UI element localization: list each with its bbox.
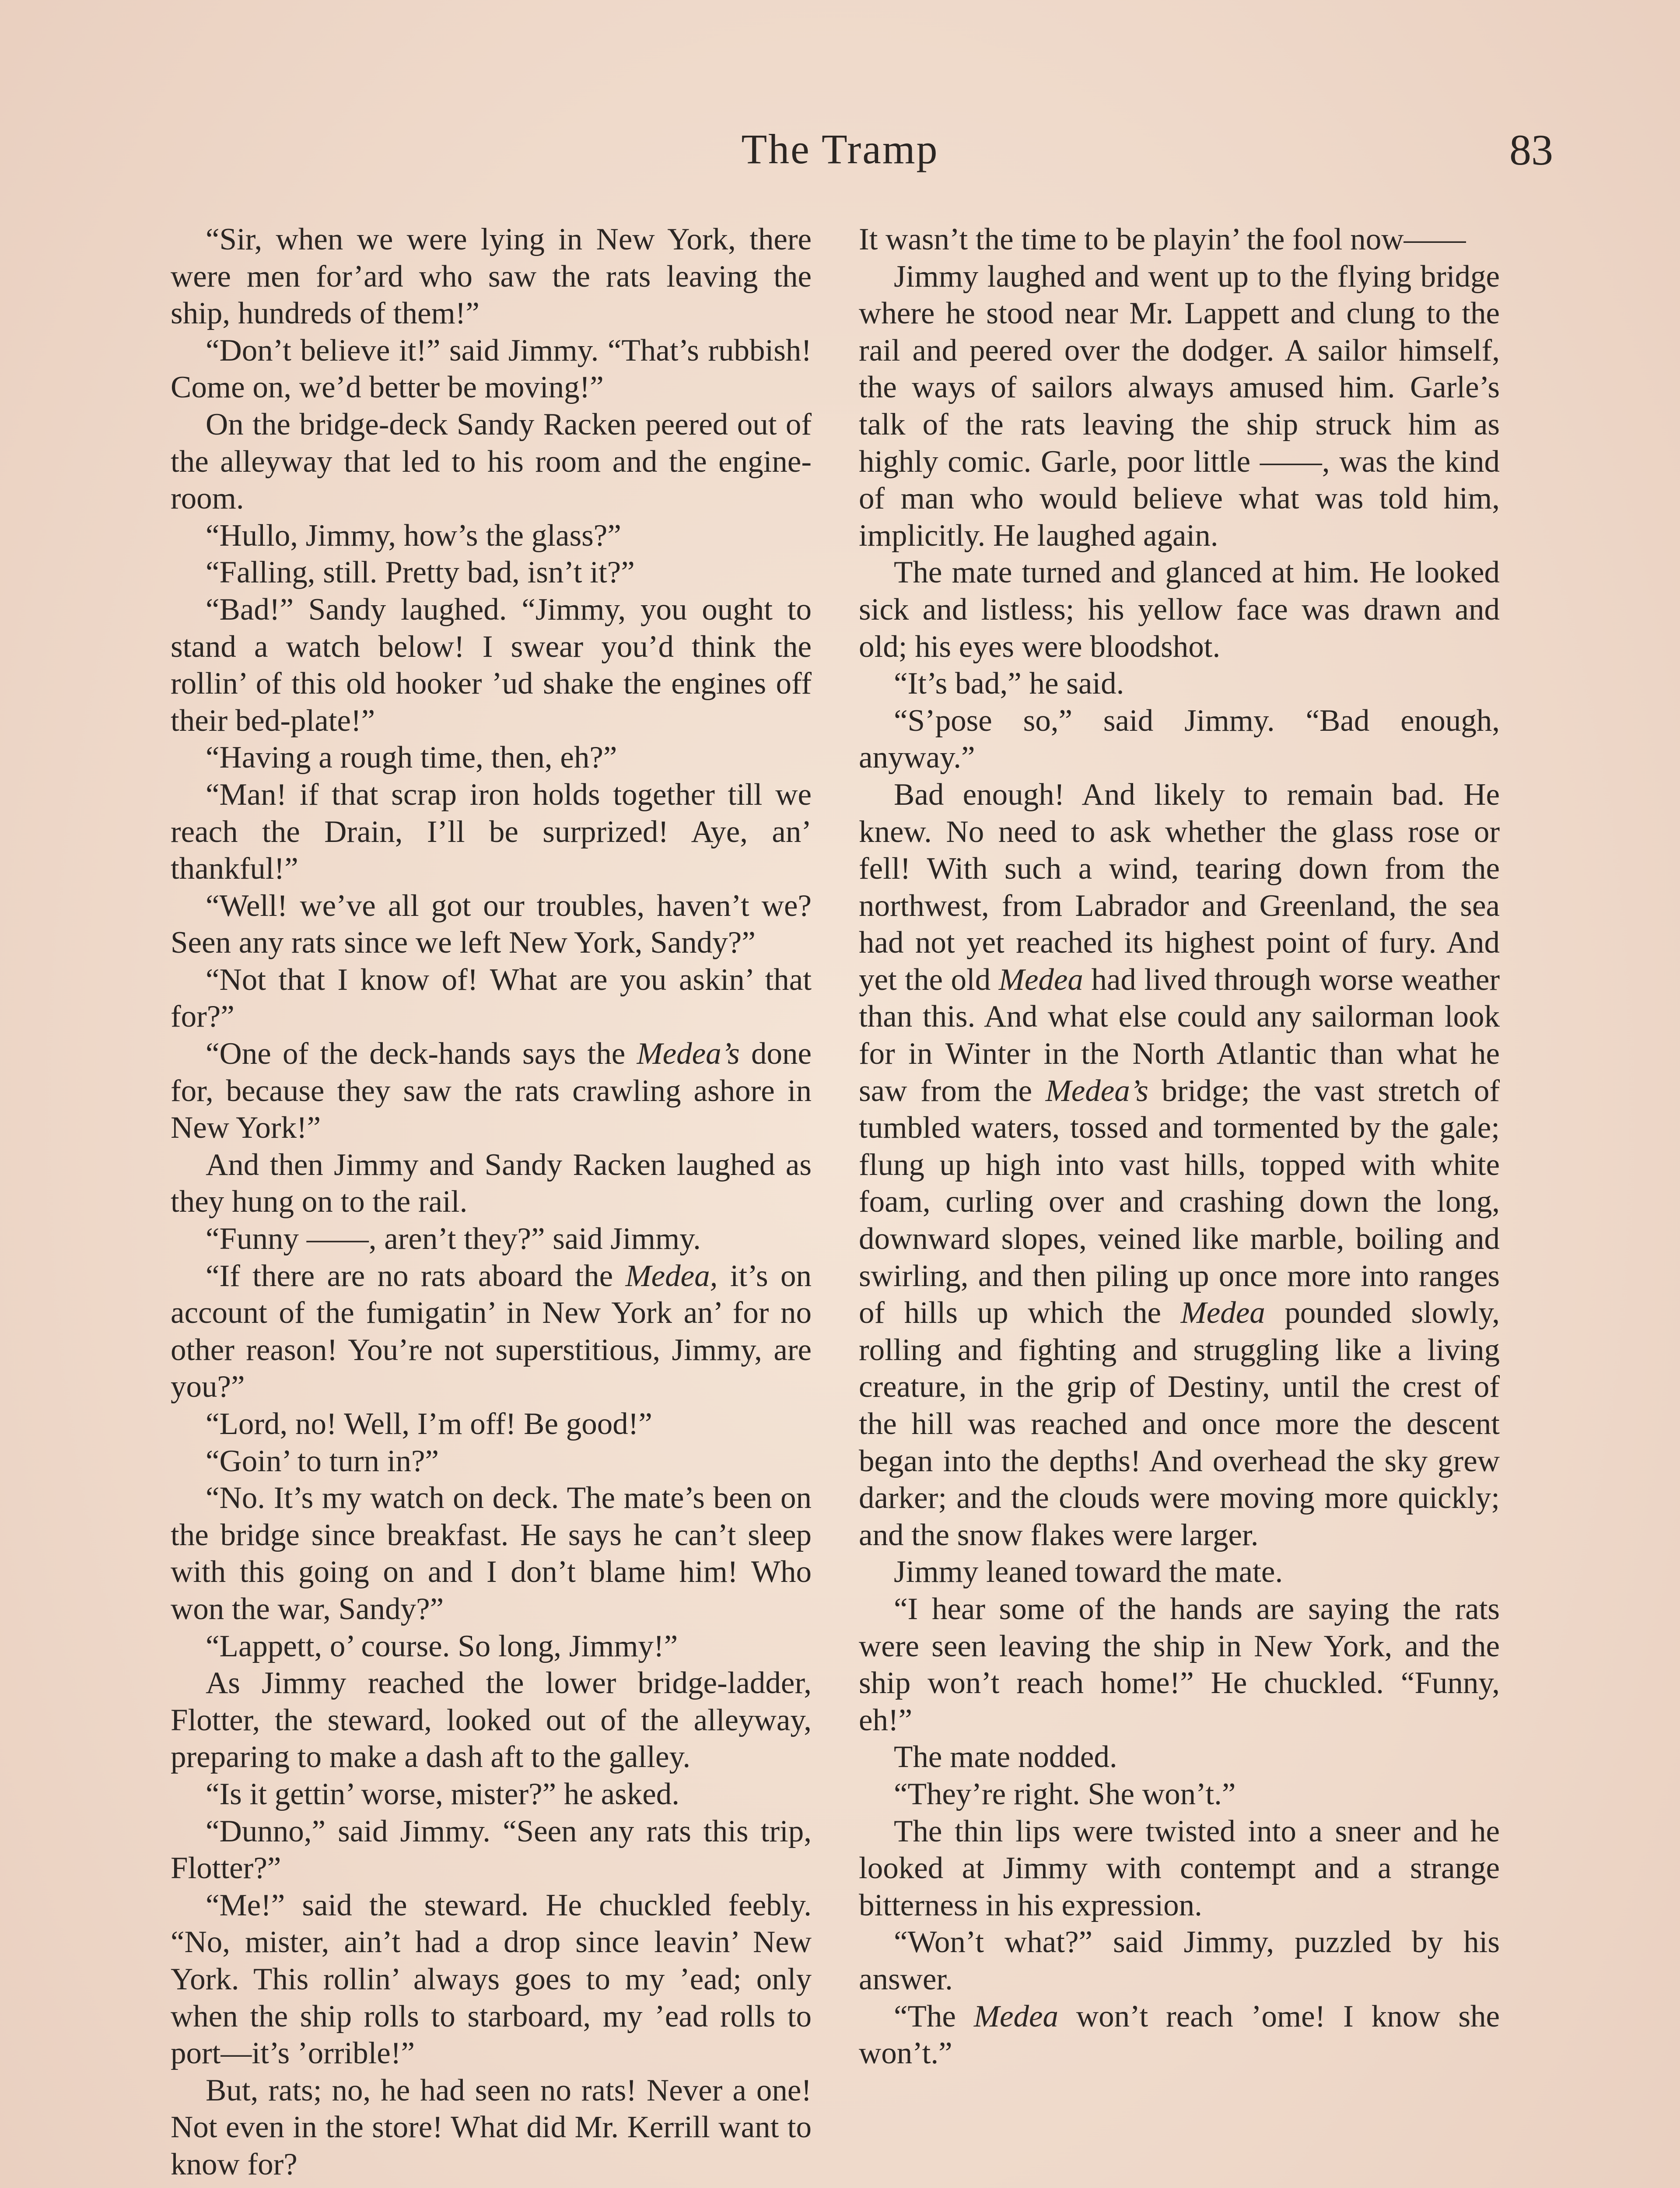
text-run: The mate nodded. [894,1740,1117,1774]
text-run: And then Jimmy and Sandy Racken laughed as they hung on to the rail. [171,1147,812,1219]
italic-ship-name: Medea’s [1045,1073,1148,1108]
paragraph [171,1665,812,1776]
text-run: “Having a rough time, then, eh?” [206,740,617,775]
text-run: “Not that I know of! What are you askin’ that for?” [171,962,812,1034]
paragraph [171,1258,812,1406]
text-run: “Lappett, o’ course. So long, Jimmy!” [206,1629,678,1663]
text-run: “Man! if that scrap iron holds together till we reach the Drain, I’ll be surprized! Aye, an’ thankful!” [171,777,812,886]
paragraph [859,1924,1500,1998]
text-run: “Don’t believe it!” said Jimmy. “That’s rubbish! Come on, we’d better be moving!” [171,333,812,405]
paragraph [859,1553,1500,1591]
text-run: “Bad!” Sandy laughed. “Jimmy, you ought to stand a watch below! I swear you’d think the rollin’ of this old hooker ’ud shake the engines off their bed-plate!” [171,592,812,738]
paragraph [859,258,1500,554]
paragraph [171,1628,812,1665]
paragraph [859,1591,1500,1739]
text-run: “Sir, when we were lying in New York, there were men for’ard who saw the rats leaving the ship, hundreds of them!” [171,222,812,331]
text-run: Bad enough! And likely to remain bad. He knew. No need to ask whether the glass rose or fell! With such a wind, tearing down from the northwest, from Labrador and Greenland, the sea had not yet reached its highest point of fury. And yet the old [859,777,1500,997]
left-text-column [171,221,812,2183]
paragraph [859,1813,1500,1924]
text-run: Jimmy laughed and went up to the flying bridge where he stood near Mr. Lappett and clung to the rail and peered over the dodger. A sailor himself, the ways of sailors always amused him. Garle’s talk of the rats leaving the ship struck him as highly comic. Garle, poor little ——, was the kind of man who would believe what was told him, implicitly. He laughed again. [859,259,1500,553]
paragraph [171,776,812,887]
right-text-column [859,221,1500,2072]
paragraph [171,1406,812,1443]
text-run: It wasn’t the time to be playin’ the fool now—— [859,222,1466,256]
text-run: The mate turned and glanced at him. He looked sick and listless; his yellow face was drawn and old; his eyes were bloodshot. [859,555,1500,664]
text-run: “Goin’ to turn in?” [206,1444,439,1478]
paragraph [859,554,1500,665]
paragraph [171,2072,812,2183]
paragraph [171,1776,812,1813]
text-run: bridge; the vast stretch of tumbled waters, tossed and tormented by the gale; flung up high into vast hills, topped with white foam, curling over and crashing down the long, downward slopes, veined like marble, boiling and swirling, and then piling up once more into ranges of hills up which the [859,1073,1500,1330]
paragraph [171,1887,812,2072]
text-run: “They’re right. She won’t.” [894,1777,1236,1811]
paragraph [859,702,1500,776]
paragraph [171,1220,812,1258]
paragraph [171,961,812,1035]
text-run: pounded slowly, rolling and fighting and struggling like a living creature, in the grip of Destiny, until the crest of the hill was reached and once more the descent began into the depths! And overhead the sky grew darker; and the clouds were moving more quickly; and the snow flakes were larger. [859,1296,1500,1552]
paragraph [171,1147,812,1220]
paragraph [171,887,812,961]
paragraph [171,406,812,517]
italic-ship-name: Medea [1180,1296,1265,1330]
text-run: The thin lips were twisted into a sneer and he looked at Jimmy with contempt and a strange bitterness in his expression. [859,1814,1500,1922]
paragraph [171,554,812,591]
text-run: “Won’t what?” said Jimmy, puzzled by his answer. [859,1925,1500,1996]
text-run: As Jimmy reached the lower bridge-ladder, Flotter, the steward, looked out of the alleyway, preparing to make a dash aft to the galley. [171,1666,812,1774]
text-run: “Dunno,” said Jimmy. “Seen any rats this trip, Flotter?” [171,1814,812,1886]
text-run: “Me!” said the steward. He chuckled feebly. “No, mister, ain’t had a drop since leavin’ New York. This rollin’ always goes to my ’ead; only when the ship rolls to starboard, my ’ead rolls to port—it’s ’orrible!” [171,1888,812,2071]
paragraph [171,1813,812,1887]
paragraph [171,517,812,554]
text-run: it’s on account of the fumigatin’ in New York an’ for no other reason! You’re not superstitious, Jimmy, are you?” [171,1259,812,1404]
page-header [0,125,1680,186]
text-run: “One of the deck-hands says the [206,1037,637,1071]
paragraph [171,1035,812,1147]
paragraph [859,1739,1500,1776]
text-run: “The [894,1999,974,2034]
italic-ship-name: Medea’s [637,1037,740,1071]
text-run: “Hullo, Jimmy, how’s the glass?” [206,518,621,553]
italic-ship-name: Medea [998,962,1083,997]
italic-ship-name: Medea, [625,1259,718,1293]
paragraph [859,665,1500,702]
text-run: But, rats; no, he had seen no rats! Never a one! Not even in the store! What did Mr. Kerrill want to know for? [171,2073,812,2181]
paragraph [171,221,812,332]
paragraph [859,1776,1500,1813]
paragraph [859,221,1500,258]
text-run: Jimmy leaned toward the mate. [894,1555,1283,1589]
text-run: “Lord, no! Well, I’m off! Be good!” [206,1407,652,1441]
paragraph [171,739,812,776]
paragraph [171,1443,812,1480]
text-run: “No. It’s my watch on deck. The mate’s been on the bridge since breakfast. He says he can’t sleep with this going on and I don’t blame him! Who won the war, Sandy?” [171,1481,812,1626]
text-run: On the bridge-deck Sandy Racken peered out of the alleyway that led to his room and the engine-room. [171,407,812,516]
paragraph [859,776,1500,1553]
text-run: “If there are no rats aboard the [206,1259,626,1293]
text-run: “Falling, still. Pretty bad, isn’t it?” [206,555,635,590]
page-number: 83 [1509,126,1553,174]
paragraph [171,591,812,739]
text-run: “I hear some of the hands are saying the rats were seen leaving the ship in New York, and the ship won’t reach home!” He chuckled. “Funny, eh!” [859,1592,1500,1737]
text-run: “It’s bad,” he said. [894,666,1124,701]
running-title: The Tramp [741,126,939,172]
paragraph [171,332,812,406]
italic-ship-name: Medea [973,1999,1058,2034]
text-run: “Funny ——, aren’t they?” said Jimmy. [206,1222,701,1256]
text-run: had lived through worse weather than this. And what else could any sailorman look for in Winter in the North Atlantic than what he saw from the [859,962,1500,1108]
text-run: “Well! we’ve all got our troubles, haven’t we? Seen any rats since we left New York, Sandy?” [171,888,812,960]
text-run: done for, because they saw the rats crawling ashore in New York!” [171,1037,812,1145]
text-run: won’t reach ’ome! I know she won’t.” [859,1999,1500,2071]
paragraph [171,1480,812,1627]
text-run: “Is it gettin’ worse, mister?” he asked. [206,1777,680,1811]
paragraph [859,1998,1500,2072]
text-run: “S’pose so,” said Jimmy. “Bad enough, anyway.” [859,703,1500,775]
